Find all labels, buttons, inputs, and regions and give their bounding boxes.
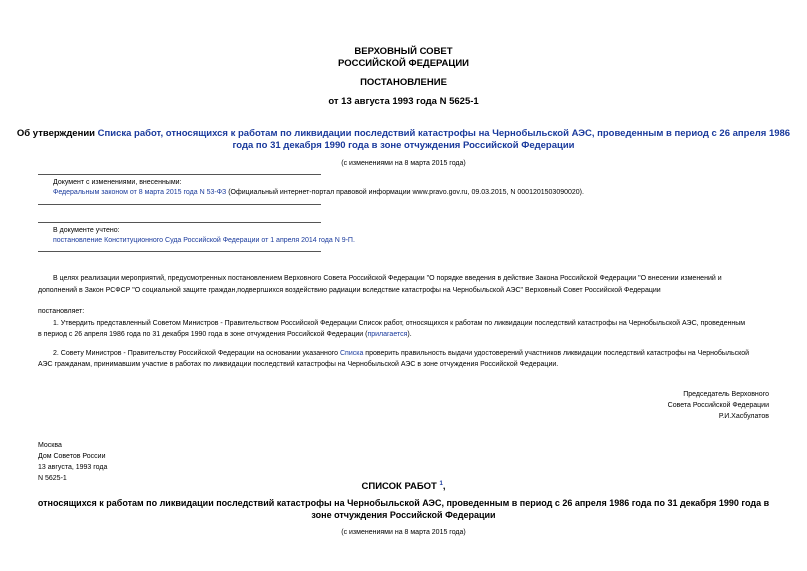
title-link-cont[interactable]: года по 31 декабря 1990 года в зоне отчуждения Российской Федерации — [232, 140, 575, 151]
attached-link[interactable]: прилагается — [367, 331, 408, 338]
divider — [38, 174, 321, 175]
item2-text-cont: проверить правильность выдачи удостоверений участников ликвидации последствий катастрофы на Чернобыльской — [363, 350, 750, 357]
signature-line2: Совета Российской Федерации — [667, 402, 769, 409]
item2-line1 — [53, 348, 749, 360]
org-name-line2: РОССИЙСКОЙ ФЕДЕРАЦИИ — [337, 58, 469, 69]
changes-line — [53, 188, 584, 198]
preamble-line2: дополнений в Закон РСФСР "О социальной защите граждан,подвергшихся воздействию радиации вследствие катастрофы на Чернобыльской АЭС" Верховный Совет Российской Федерации — [38, 287, 661, 294]
item2-line2: АЭС гражданам, принимавшим участие в работах по ликвидации последствий катастрофы на Чернобыльской АЭС в зоне отчуждения Российской Федерации. — [38, 361, 559, 368]
item1-close: ). — [407, 331, 412, 338]
changes-heading: Документ с изменениями, внесенными: — [53, 179, 182, 186]
item1-line1: 1. Утвердить представленный Советом Министров - Правительством Российской Федерации Список работ, относящихся к работам по ликвидации последствий катастрофы на Чернобыльской АЭС, проведенным — [53, 320, 746, 327]
divider — [38, 222, 321, 223]
item2-text: 2. Совету Министров - Правительству Российской Федерации на основании указанного — [53, 350, 340, 357]
signature-line1: Председатель Верховного — [683, 391, 769, 398]
doc-title-line2 — [0, 140, 807, 152]
changes-source: (Официальный интернет-портал правовой информации www.pravo.gov.ru, 09.03.2015, N 0001201503090020). — [226, 189, 584, 196]
footnote-mark[interactable]: 1 — [439, 481, 443, 487]
list-link[interactable]: Списка — [339, 350, 364, 357]
list-subtitle-line2: зоне отчуждения Российской Федерации — [311, 510, 496, 520]
org-name-line1: ВЕРХОВНЫЙ СОВЕТ — [354, 46, 453, 57]
doc-type: ПОСТАНОВЛЕНИЕ — [360, 77, 447, 88]
place-line4: N 5625-1 — [38, 475, 67, 482]
list-amendment-note: (с изменениями на 8 марта 2015 года) — [341, 529, 466, 536]
divider — [38, 251, 321, 252]
item1-text: в период с 26 апреля 1986 года по 31 декабря 1990 года в зоне отчуждения Российской Федерации ( — [38, 331, 368, 338]
preamble-line1: В целях реализации мероприятий, предусмотренных постановлением Верховного Совета Российской Федерации "О порядке введения в действие Закона Российской Федерации "О внесении изменений и — [53, 275, 722, 282]
item1-line2 — [38, 329, 412, 341]
list-title-sep: , — [442, 481, 446, 493]
title-link[interactable]: Списка работ, относящихся к работам по ликвидации последствий катастрофы на Чернобыльской АЭС, проведенным в период с 26 апреля 1986 — [97, 128, 791, 139]
amendment-note: (с изменениями на 8 марта 2015 года) — [341, 160, 466, 167]
list-title-text: СПИСОК РАБОТ — [361, 481, 437, 493]
list-title — [0, 478, 807, 493]
signature-line3: Р.И.Хасбулатов — [718, 413, 769, 420]
considered-heading: В документе учтено: — [53, 227, 120, 234]
constitutional-court-link[interactable]: постановление Конституционного Суда Российской Федерации от 1 апреля 2014 года N 9-П. — [53, 237, 355, 244]
federal-law-link[interactable]: Федеральным законом от 8 марта 2015 года N 53-ФЗ — [53, 189, 227, 196]
place-line2: Дом Советов России — [38, 453, 106, 460]
title-prefix: Об утверждении — [16, 128, 98, 139]
place-line3: 13 августа, 1993 года — [38, 464, 108, 471]
list-subtitle-line1: относящихся к работам по ликвидации последствий катастрофы на Чернобыльской АЭС, проведенным в период с 26 апреля 1986 года по 31 декабря 1990 года в — [37, 498, 770, 508]
divider — [38, 204, 321, 205]
place-line1: Москва — [38, 442, 62, 449]
doc-date: от 13 августа 1993 года N 5625-1 — [328, 96, 479, 107]
decrees-word: постановляет: — [38, 308, 85, 315]
doc-title-line1 — [0, 128, 807, 140]
